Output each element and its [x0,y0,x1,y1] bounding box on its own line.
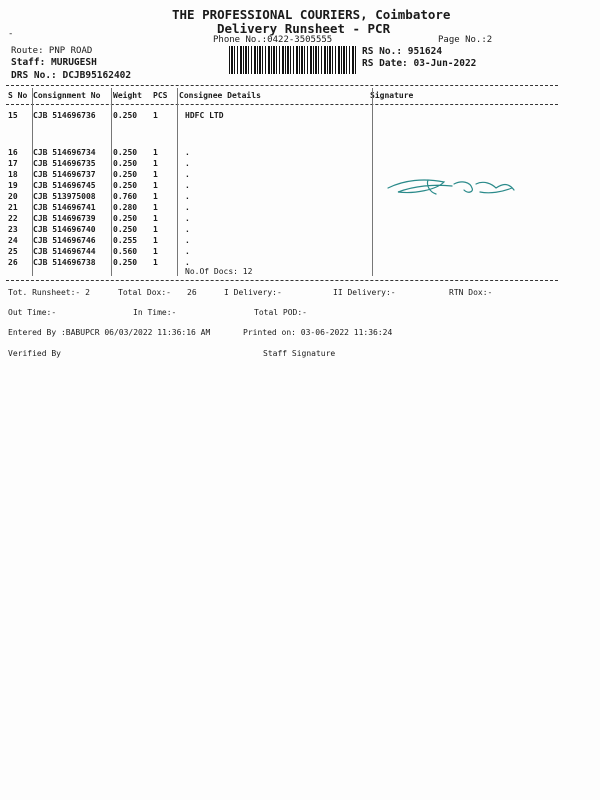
row-weight: 0.250 [113,181,138,190]
printed-on: Printed on: 03-06-2022 11:36:24 [243,328,393,337]
row-pcs: 1 [153,170,158,179]
row-pcs: 1 [153,192,158,201]
row-pcs: 1 [153,214,158,223]
row-weight: 0.560 [113,247,138,256]
row-sno: 23 [8,225,18,234]
row-consignment: CJB 514696737 [33,170,96,179]
out-time: Out Time:- [8,308,57,317]
staff-label: Staff: MURUGESH [11,57,97,68]
row-weight: 0.250 [113,148,138,157]
company-title: THE PROFESSIONAL COURIERS, Coimbatore [172,7,451,22]
row-sno: 26 [8,258,18,267]
row-weight: 0.250 [113,159,138,168]
row-pcs: 1 [153,111,158,120]
col-weight: Weight [113,91,142,100]
row-details: . [185,181,190,190]
row-consignment: CJB 514696738 [33,258,96,267]
row-consignment: CJB 514696734 [33,148,96,157]
table-row [0,148,370,159]
col-pcs: PCS [153,91,168,100]
row-consignment: CJB 514696740 [33,225,96,234]
rtn-dox: RTN Dox:- [449,288,493,297]
row-weight: 0.250 [113,214,138,223]
row-sno: 22 [8,214,18,223]
staff-signature: Staff Signature [263,349,336,358]
barcode-icon [229,46,357,74]
row-weight: 0.255 [113,236,138,245]
page-number: Page No.:2 [438,35,493,45]
row-details: . [185,159,190,168]
row-sno: 16 [8,148,18,157]
row-sno: 17 [8,159,18,168]
row-sno: 20 [8,192,18,201]
row-consignment: CJB 514696739 [33,214,96,223]
phone-number: Phone No.:0422-3505555 [213,35,333,45]
row-details: . [185,214,190,223]
table-row [0,159,370,170]
table-row [0,236,370,247]
row-weight: 0.250 [113,225,138,234]
rs-number: RS No.: 951624 [362,46,443,57]
row-pcs: 1 [153,203,158,212]
row-details: . [185,225,190,234]
total-dox-label: Total Dox:- [118,288,171,297]
row-details: . [185,258,190,267]
row-consignment: CJB 514696745 [33,181,96,190]
divider [6,104,558,105]
row-consignment: CJB 514696736 [33,111,96,120]
row-consignment: CJB 514696744 [33,247,96,256]
col-consignment: Consignment No [33,91,101,100]
total-dox-value: 26 [187,288,197,297]
row-pcs: 1 [153,258,158,267]
col-sno: S No [8,91,28,100]
col-signature: Signature [370,91,414,100]
row-weight: 0.250 [113,111,138,120]
row-weight: 0.280 [113,203,138,212]
row-pcs: 1 [153,159,158,168]
row-pcs: 1 [153,181,158,190]
row-sno: 21 [8,203,18,212]
row-sno: 15 [8,111,18,120]
rs-date: RS Date: 03-Jun-2022 [362,58,477,69]
runsheet-subtitle: Delivery Runsheet - PCR [217,21,391,36]
row-sno: 18 [8,170,18,179]
row-weight: 0.250 [113,170,138,179]
table-row [0,247,370,258]
total-pod: Total POD:- [254,308,307,317]
row-consignment: CJB 514696746 [33,236,96,245]
in-time: In Time:- [133,308,177,317]
table-row [0,214,370,225]
table-row [0,203,370,214]
row-pcs: 1 [153,247,158,256]
ii-delivery: II Delivery:- [333,288,396,297]
row-details: HDFC LTD [185,111,224,120]
i-delivery: I Delivery:- [224,288,282,297]
row-weight: 0.760 [113,192,138,201]
verified-by: Verified By [8,349,61,358]
row-consignment: CJB 514696741 [33,203,96,212]
row-consignment: CJB 513975008 [33,192,96,201]
table-row [0,170,370,181]
col-consignee: Consignee Details [179,91,261,100]
divider [6,280,558,281]
row-details: . [185,236,190,245]
no-of-docs: No.Of Docs: 12 [185,267,253,276]
tot-runsheet: Tot. Runsheet:- 2 [8,288,90,297]
column-separator [372,88,373,276]
row-sno: 24 [8,236,18,245]
table-row [0,225,370,236]
table-row [0,192,370,203]
row-consignment: CJB 514696735 [33,159,96,168]
row-sno: 25 [8,247,18,256]
row-pcs: 1 [153,148,158,157]
row-details: . [185,203,190,212]
row-details: . [185,148,190,157]
entered-by: Entered By :BABUPCR 06/03/2022 11:36:16 AM [8,328,211,337]
row-pcs: 1 [153,236,158,245]
row-pcs: 1 [153,225,158,234]
row-details: . [185,192,190,201]
divider [6,85,558,86]
route-label: Route: PNP ROAD [11,46,93,56]
row-weight: 0.250 [113,258,138,267]
row-sno: 19 [8,181,18,190]
row-details: . [185,247,190,256]
stray-mark: - [8,29,14,39]
signature-scribble-icon [384,170,518,200]
table-row [0,111,370,122]
drs-number: DRS No.: DCJB95162402 [11,70,132,81]
table-row [0,181,370,192]
row-details: . [185,170,190,179]
